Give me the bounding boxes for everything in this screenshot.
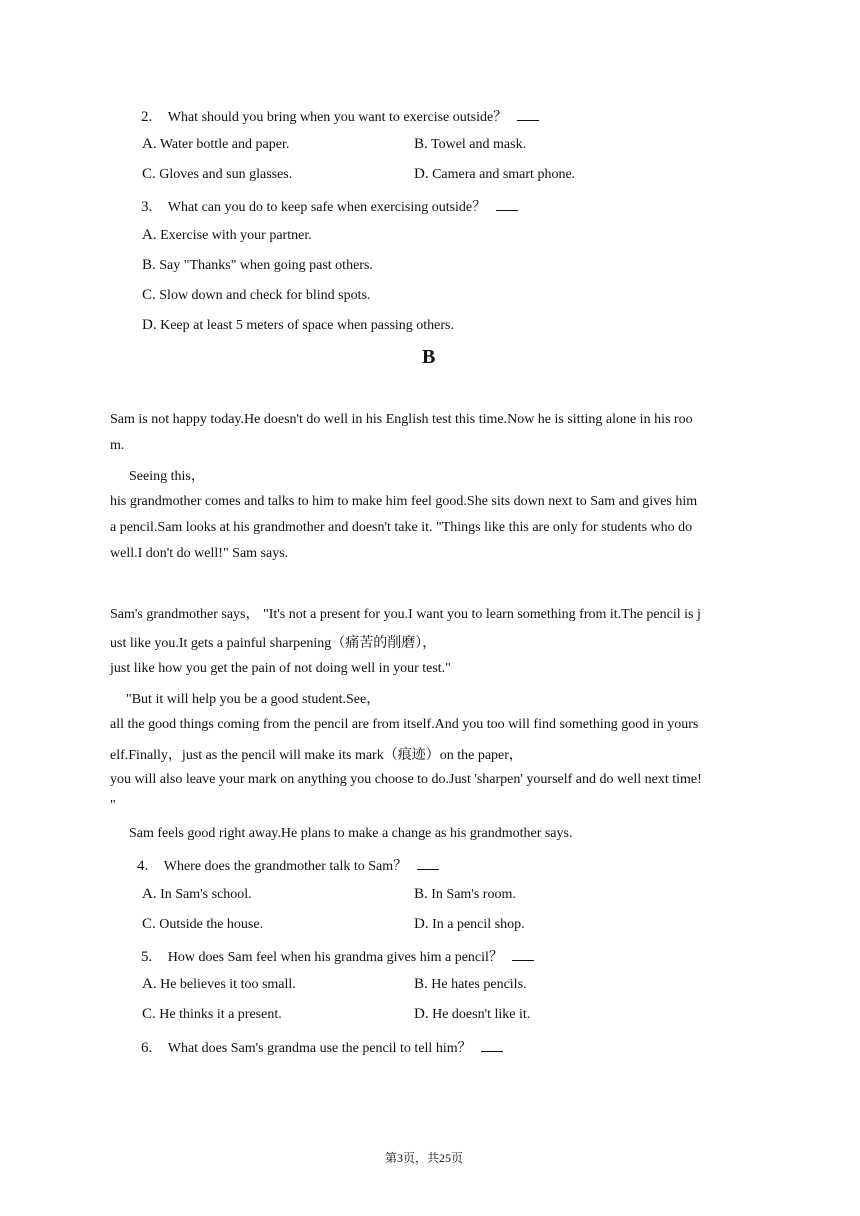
option-text: Water bottle and paper. [159,137,290,152]
question-number: 5. [141,949,153,965]
option-text: He thinks it a present. [159,1007,282,1022]
passage-line: well.I don't do well!" Sam says. [110,546,289,561]
option-text: Exercise with your partner. [160,228,312,243]
option-letter: D. [142,317,157,333]
question-number: 2. [141,109,153,125]
option-letter: B. [414,976,428,992]
option-3c[interactable] [142,287,370,304]
option-text: Camera and smart phone. [432,167,576,182]
option-4d[interactable] [414,916,525,933]
passage-line: his grandmother comes and talks to him to make him feel good.She sits down next to Sam and gives him [110,494,698,509]
option-letter: C. [142,916,156,932]
option-3d[interactable] [142,317,454,334]
question-text: Where does the grandmother talk to Sam？ [163,859,408,874]
option-5a[interactable] [142,976,296,993]
option-text: Keep at least 5 meters of space when passing others. [160,318,454,333]
option-4b[interactable] [414,886,516,903]
option-2c[interactable] [142,166,292,183]
option-text: He hates pencils. [431,977,527,992]
option-4c[interactable] [142,916,263,933]
option-2a[interactable] [142,136,289,153]
passage-line: " [110,798,116,813]
option-letter: C. [142,166,156,182]
option-text: Outside the house. [159,917,264,932]
option-letter: C. [142,287,156,303]
passage-line: you will also leave your mark on anything you choose to do.Just 'sharpen' yourself and do well next time! [110,772,702,787]
option-letter: A. [142,136,157,152]
question-number: 3. [141,199,153,215]
passage-line: Seeing this， [129,469,205,484]
passage-line: Sam is not happy today.He doesn't do well in his English test this time.Now he is sitting alone in his roo [110,412,693,427]
option-3b[interactable] [142,257,373,274]
option-5c[interactable] [142,1006,282,1023]
answer-blank[interactable] [481,1040,503,1052]
option-4a[interactable] [142,886,252,903]
option-letter: A. [142,227,157,243]
question-text: What does Sam's grandma use the pencil to tell him？ [167,1041,472,1056]
passage-line: "But it will help you be a good student.See， [126,692,381,707]
page-footer: 第3页，共25页 [385,1151,464,1165]
passage-line: m. [110,438,125,453]
passage-line: a pencil.Sam looks at his grandmother and doesn't take it. "Things like this are only for students who do [110,520,693,535]
question-text: How does Sam feel when his grandma gives him a pencil？ [167,950,503,965]
option-letter: B. [414,886,428,902]
answer-blank[interactable] [512,949,534,961]
question-number: 6. [141,1040,153,1056]
option-text: In Sam's school. [160,887,252,902]
option-text: He doesn't like it. [432,1007,531,1022]
question-2 [141,106,539,126]
passage-line: elf.Finally，just as the pencil will make its mark（痕迹）on the paper， [110,748,523,763]
option-letter: B. [414,136,428,152]
question-text: What should you bring when you want to exercise outside？ [167,110,508,125]
question-5 [141,946,534,966]
passage-line: Sam's grandmother says， "It's not a present for you.I want you to learn something from it.The pencil is j [110,607,701,622]
option-text: Say "Thanks" when going past others. [159,258,373,273]
option-2b[interactable] [414,136,526,153]
answer-blank[interactable] [417,858,439,870]
option-letter: D. [414,166,429,182]
section-title: B [422,346,436,368]
option-text: Slow down and check for blind spots. [159,288,371,303]
answer-blank[interactable] [496,199,518,211]
option-text: He believes it too small. [160,977,296,992]
question-3 [141,196,518,216]
question-text: What can you do to keep safe when exercising outside？ [167,200,487,215]
option-letter: D. [414,916,429,932]
option-5d[interactable] [414,1006,530,1023]
option-5b[interactable] [414,976,527,993]
question-6 [141,1037,503,1057]
option-3a[interactable] [142,227,312,244]
passage-line: Sam feels good right away.He plans to make a change as his grandmother says. [129,826,573,841]
question-number: 4. [137,858,149,874]
question-4 [137,855,439,875]
passage-line: just like how you get the pain of not doing well in your test." [110,661,451,676]
option-text: In a pencil shop. [432,917,525,932]
option-text: Towel and mask. [431,137,527,152]
option-letter: C. [142,1006,156,1022]
option-text: In Sam's room. [431,887,516,902]
option-text: Gloves and sun glasses. [159,167,293,182]
option-letter: B. [142,257,156,273]
passage-line: all the good things coming from the pencil are from itself.And you too will find something good in yours [110,717,699,732]
option-2d[interactable] [414,166,575,183]
option-letter: A. [142,976,157,992]
passage-line: ust like you.It gets a painful sharpening（痛苦的削磨）， [110,636,437,651]
option-letter: D. [414,1006,429,1022]
option-letter: A. [142,886,157,902]
answer-blank[interactable] [517,109,539,121]
